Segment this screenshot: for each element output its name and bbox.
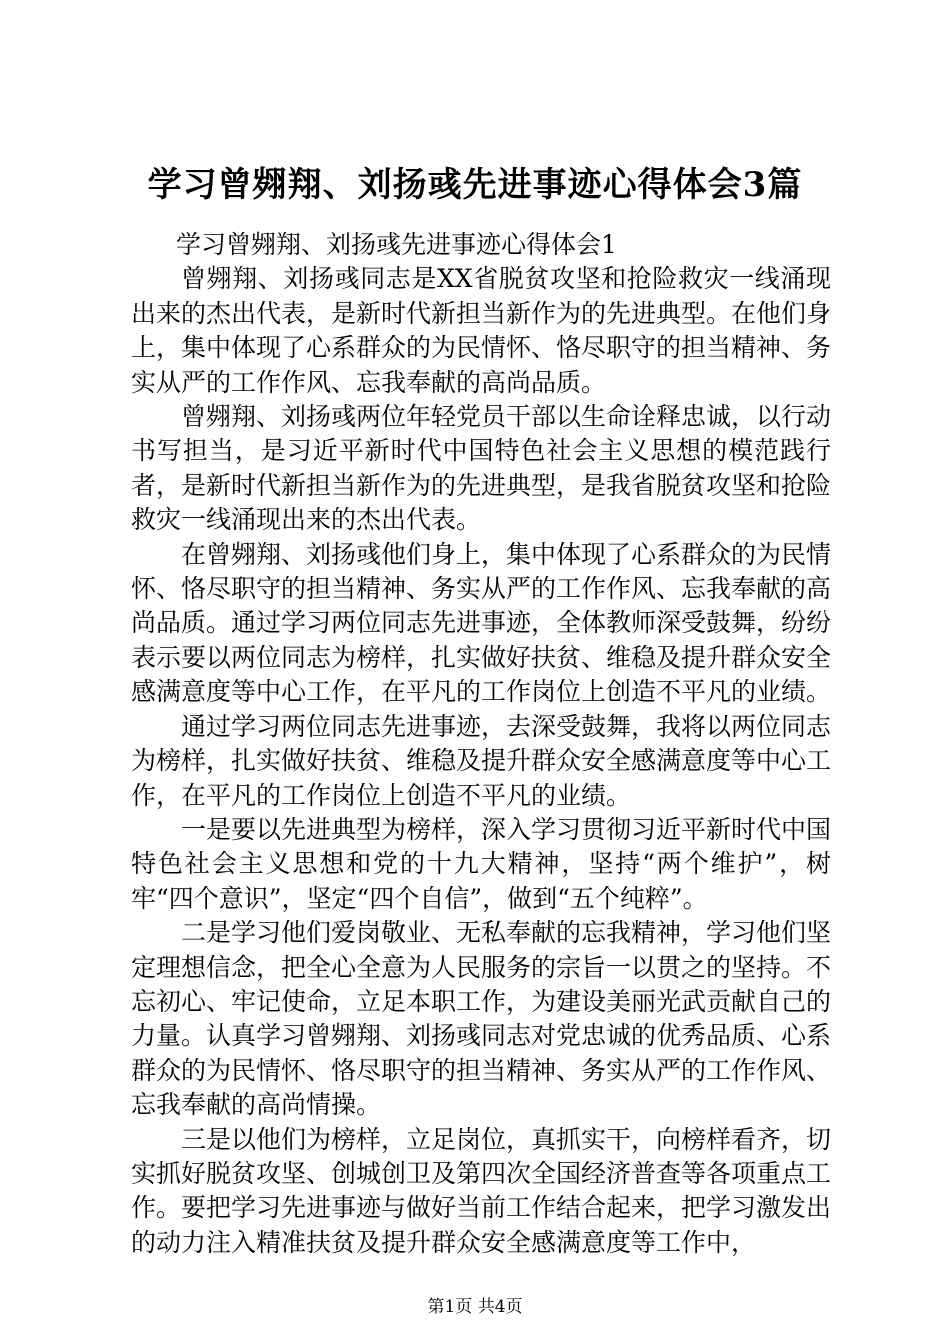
section-subheading: 学习曾翙翔、刘扬彧先进事迹心得体会1 [176,230,617,259]
paragraph-5: 一是要以先进典型为榜样，深入学习贯彻习近平新时代中国特色社会主义思想和党的十九大精神，坚持“两个维护”，树牢“四个意识”，坚定“四个自信”，做到“五个纯粹”。 [131,814,832,913]
document-body [131,228,831,1260]
paragraph-4: 通过学习两位同志先进事迹，去深受鼓舞，我将以两位同志为榜样，扎实做好扶贫、维稳及提升群众安全感满意度等中心工作，在平凡的工作岗位上创造不平凡的业绩。 [131,711,832,810]
document-title: 学习曾翙翔、刘扬彧先进事迹心得体会3篇 [147,165,803,205]
paragraph-3: 在曾翙翔、刘扬彧他们身上，集中体现了心系群众的为民情怀、恪尽职守的担当精神、务实从严的工作作风、忘我奉献的高尚品质。通过学习两位同志先进事迹，全体教师深受鼓舞，纷纷表示要以两位同志为榜样，扎实做好扶贫、维稳及提升群众安全感满意度等中心工作，在平凡的工作岗位上创造不平凡的业绩。 [131,539,832,707]
paragraph-2: 曾翙翔、刘扬彧两位年轻党员干部以生命诠释忠诚，以行动书写担当，是习近平新时代中国特色社会主义思想的模范践行者，是新时代新担当新作为的先进典型，是我省脱贫攻坚和抢险救灾一线涌现出来的杰出代表。 [131,402,832,535]
paragraph-7: 三是以他们为榜样，立足岗位，真抓实干，向榜样看齐，切实抓好脱贫攻坚、创城创卫及第四次全国经济普查等各项重点工作。要把学习先进事迹与做好当前工作结合起来，把学习激发出的动力注入精准扶贫及提升群众安全感满意度等工作中， [131,1124,832,1257]
paragraph-1: 曾翙翔、刘扬彧同志是XX省脱贫攻坚和抢险救灾一线涌现出来的杰出代表，是新时代新担当新作为的先进典型。在他们身上，集中体现了心系群众的为民情怀、恪尽职守的担当精神、务实从严的工作作风、忘我奉献的高尚品质。 [131,264,832,397]
page-footer: 第1页 共4页 [427,1297,523,1317]
paragraph-6: 二是学习他们爱岗敬业、无私奉献的忘我精神，学习他们坚定理想信念，把全心全意为人民服务的宗旨一以贯之的坚持。不忘初心、牢记使命，立足本职工作，为建设美丽光武贡献自己的力量。认真学习曾翙翔、刘扬彧同志对党忠诚的优秀品质、心系群众的为民情怀、恪尽职守的担当精神、务实从严的工作作风、忘我奉献的高尚情操。 [131,918,832,1120]
